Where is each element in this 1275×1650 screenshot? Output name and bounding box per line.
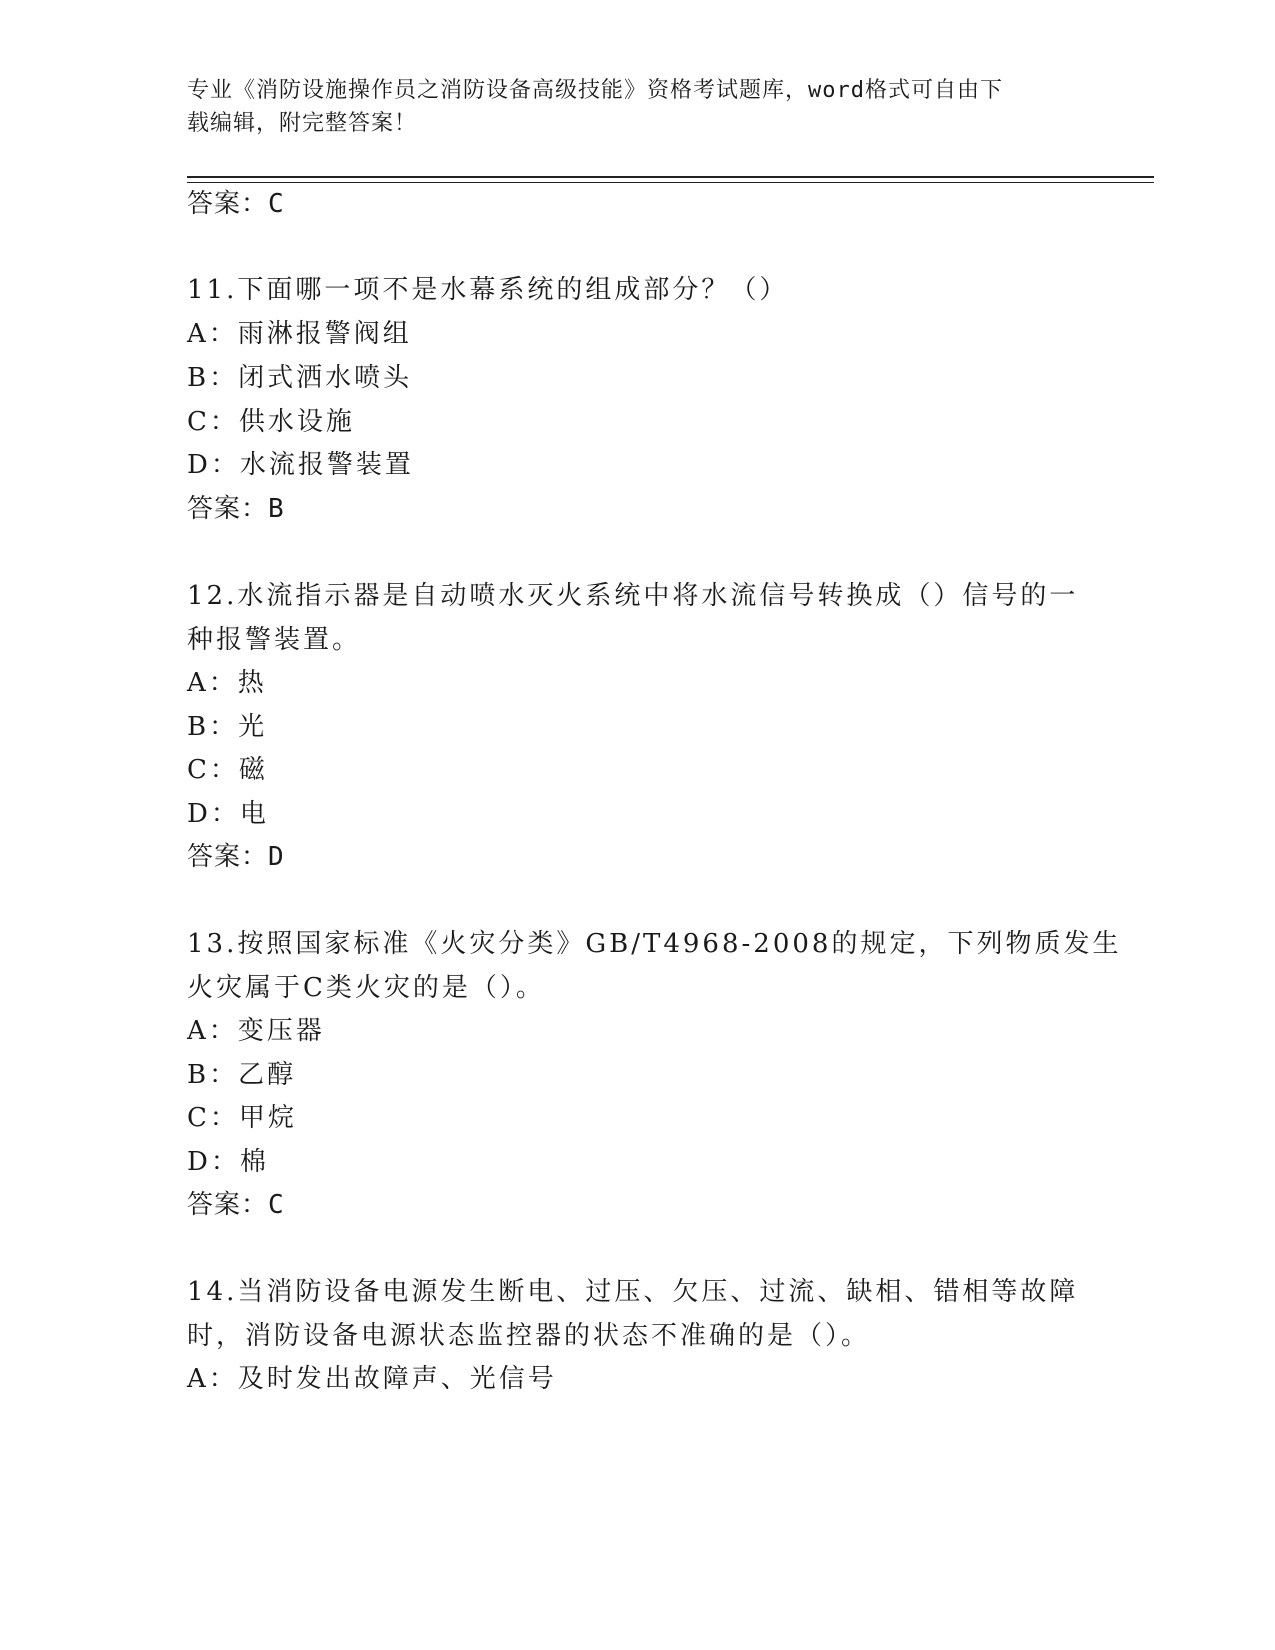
- q12-option-d: D：电: [187, 799, 269, 829]
- q12-answer: 答案：D: [187, 842, 285, 872]
- answer-prev: 答案：C: [187, 189, 285, 219]
- header-divider-thin: [187, 182, 1154, 183]
- q12-option-c: C：磁: [187, 755, 268, 785]
- q14-option-a: A：及时发出故障声、光信号: [187, 1364, 557, 1394]
- header-line-2: 载编辑，附完整答案！: [187, 111, 418, 136]
- q11-answer: 答案：B: [187, 494, 285, 524]
- q11-stem: 11.下面哪一项不是水幕系统的组成部分？（）: [187, 275, 789, 305]
- q13-option-a: A：变压器: [187, 1016, 325, 1046]
- q13-option-b: B：乙醇: [187, 1060, 297, 1090]
- header-divider-thick: [187, 176, 1154, 178]
- q11-option-a: A：雨淋报警阀组: [187, 319, 412, 349]
- header-line-1: 专业《消防设施操作员之消防设备高级技能》资格考试题库，word格式可自由下: [187, 78, 1003, 103]
- q14-stem-line-1: 14.当消防设备电源发生断电、过压、欠压、过流、缺相、错相等故障: [187, 1277, 1079, 1307]
- q13-answer: 答案：C: [187, 1190, 285, 1220]
- q12-stem-line-2: 种报警装置。: [187, 625, 362, 655]
- q13-option-d: D：棉: [187, 1147, 269, 1177]
- q12-option-a: A：热: [187, 668, 267, 698]
- q11-option-b: B：闭式洒水喷头: [187, 363, 413, 393]
- q14-stem-line-2: 时，消防设备电源状态监控器的状态不准确的是（）。: [187, 1321, 871, 1351]
- q13-stem-line-1: 13.按照国家标准《火灾分类》GB/T4968-2008的规定，下列物质发生: [187, 929, 1122, 959]
- q13-option-c: C：甲烷: [187, 1103, 297, 1133]
- q11-option-d: D：水流报警装置: [187, 450, 414, 480]
- document-header: [187, 74, 1087, 140]
- q13-stem-line-2: 火灾属于C类火灾的是（）。: [187, 973, 545, 1003]
- q12-option-b: B：光: [187, 712, 268, 742]
- q11-option-c: C：供水设施: [187, 407, 355, 437]
- q12-stem-line-1: 12.水流指示器是自动喷水灭火系统中将水流信号转换成（）信号的一: [187, 581, 1079, 611]
